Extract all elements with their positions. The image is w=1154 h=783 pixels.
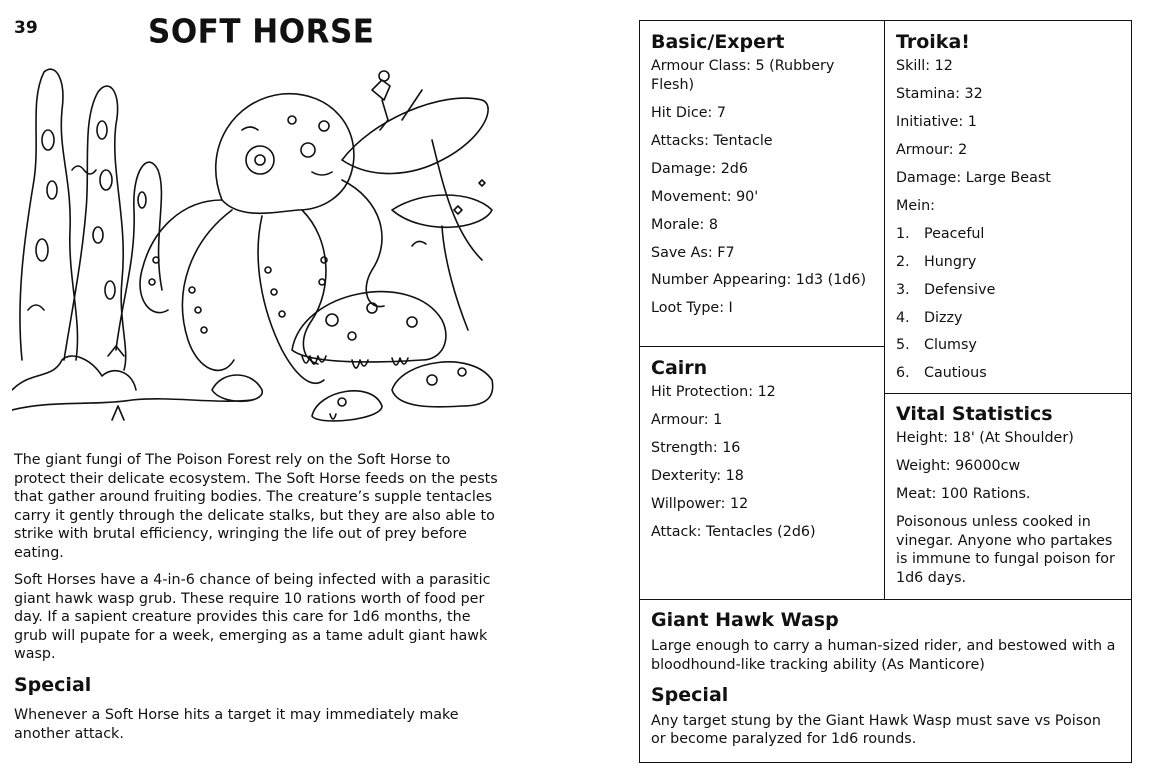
mein-number: 4. xyxy=(896,309,910,326)
poison-note: Poisonous unless cooked in vinegar. Anyone who partakes is immune to fungal poison for 1d6 days. xyxy=(896,513,1115,586)
cairn-box xyxy=(640,347,885,599)
armour-class-stat: Armour Class: 5 (Rubbery Flesh) xyxy=(651,58,835,93)
hit-protection-stat: Hit Protection: 12 xyxy=(651,384,776,400)
stamina-stat: Stamina: 32 xyxy=(896,85,983,102)
stat-block xyxy=(639,20,1132,763)
meat-stat: Meat: 100 Rations. xyxy=(896,485,1031,502)
vital-statistics-heading: Vital Statistics xyxy=(896,403,1053,425)
list-item xyxy=(896,225,1120,244)
basic-expert-box xyxy=(640,21,885,347)
save-as-stat: Save As: F7 xyxy=(651,244,735,261)
mein-label: Defensive xyxy=(924,281,996,298)
mein-label: Clumsy xyxy=(924,337,977,354)
list-item xyxy=(896,253,1120,272)
skill-stat: Skill: 12 xyxy=(896,58,953,74)
morale-stat: Morale: 8 xyxy=(651,216,718,233)
mein-label: Cautious xyxy=(924,365,987,382)
page-title: SOFT HORSE xyxy=(148,13,375,51)
troika-box xyxy=(885,21,1131,394)
mein-number: 3. xyxy=(896,281,910,298)
wasp-special-text: Any target stung by the Giant Hawk Wasp must save vs Poison or become paralyzed for 1d6 rounds. xyxy=(651,712,1101,748)
troika-heading: Troika! xyxy=(896,31,970,53)
mein-list xyxy=(896,225,1120,383)
willpower-stat: Willpower: 12 xyxy=(651,495,749,512)
initiative-stat: Initiative: 1 xyxy=(896,113,977,130)
page-number: 39 xyxy=(14,18,38,38)
number-appearing-stat: Number Appearing: 1d3 (1d6) xyxy=(651,272,867,289)
mein-label: Mein: xyxy=(896,197,935,214)
dexterity-stat: Dexterity: 18 xyxy=(651,467,744,484)
giant-hawk-wasp-heading: Giant Hawk Wasp xyxy=(651,609,839,631)
mein-label: Dizzy xyxy=(924,309,963,326)
special-heading: Special xyxy=(14,674,92,696)
giant-hawk-wasp-box xyxy=(640,599,1131,762)
mein-label: Peaceful xyxy=(924,225,985,242)
giant-hawk-wasp-text: Large enough to carry a human-sized rider, and bestowed with a bloodhound-like tracking ability (As Manticore) xyxy=(651,638,1116,673)
cairn-attack-stat: Attack: Tentacles (2d6) xyxy=(651,523,816,540)
cairn-armour-stat: Armour: 1 xyxy=(651,411,723,428)
list-item xyxy=(896,336,1120,355)
weight-stat: Weight: 96000cw xyxy=(896,457,1021,474)
description-paragraph-2: Soft Horses have a 4-in-6 chance of being infected with a parasitic giant hawk wasp grub. These require 10 rations worth of food per day. If a sapient creature provides this care for 1d6 months, the grub will pupate for a week, emerging as a tame adult giant hawk wasp. xyxy=(14,572,491,663)
damage-stat: Damage: 2d6 xyxy=(651,160,748,177)
soft-horse-illustration xyxy=(12,60,507,432)
basic-expert-heading: Basic/Expert xyxy=(651,31,785,53)
troika-damage-stat: Damage: Large Beast xyxy=(896,169,1051,186)
mein-number: 5. xyxy=(896,337,910,354)
attacks-stat: Attacks: Tentacle xyxy=(651,132,773,149)
movement-stat: Movement: 90' xyxy=(651,188,759,205)
hit-dice-stat: Hit Dice: 7 xyxy=(651,104,726,121)
list-item xyxy=(896,281,1120,300)
loot-type-stat: Loot Type: I xyxy=(651,300,733,317)
cairn-heading: Cairn xyxy=(651,357,708,379)
mein-label: Hungry xyxy=(924,253,977,270)
troika-armour-stat: Armour: 2 xyxy=(896,141,968,158)
mein-number: 1. xyxy=(896,225,910,242)
vital-statistics-box xyxy=(885,394,1131,599)
mein-number: 2. xyxy=(896,253,910,270)
mein-number: 6. xyxy=(896,365,910,382)
height-stat: Height: 18' (At Shoulder) xyxy=(896,430,1074,446)
list-item xyxy=(896,364,1120,383)
description-paragraph-1: The giant fungi of The Poison Forest rely on the Soft Horse to protect their delicate ecosystem. The Soft Horse feeds on the pests that gather around fruiting bodies. The creature’s supple tentacles carry it gently through the delicate stalks, but they are also able to strike with brutal efficiency, wringing the life out of prey before eating. xyxy=(14,452,498,561)
special-text: Whenever a Soft Horse hits a target it may immediately make another attack. xyxy=(14,707,459,742)
strength-stat: Strength: 16 xyxy=(651,439,741,456)
list-item xyxy=(896,309,1120,328)
wasp-special-heading: Special xyxy=(651,683,729,706)
